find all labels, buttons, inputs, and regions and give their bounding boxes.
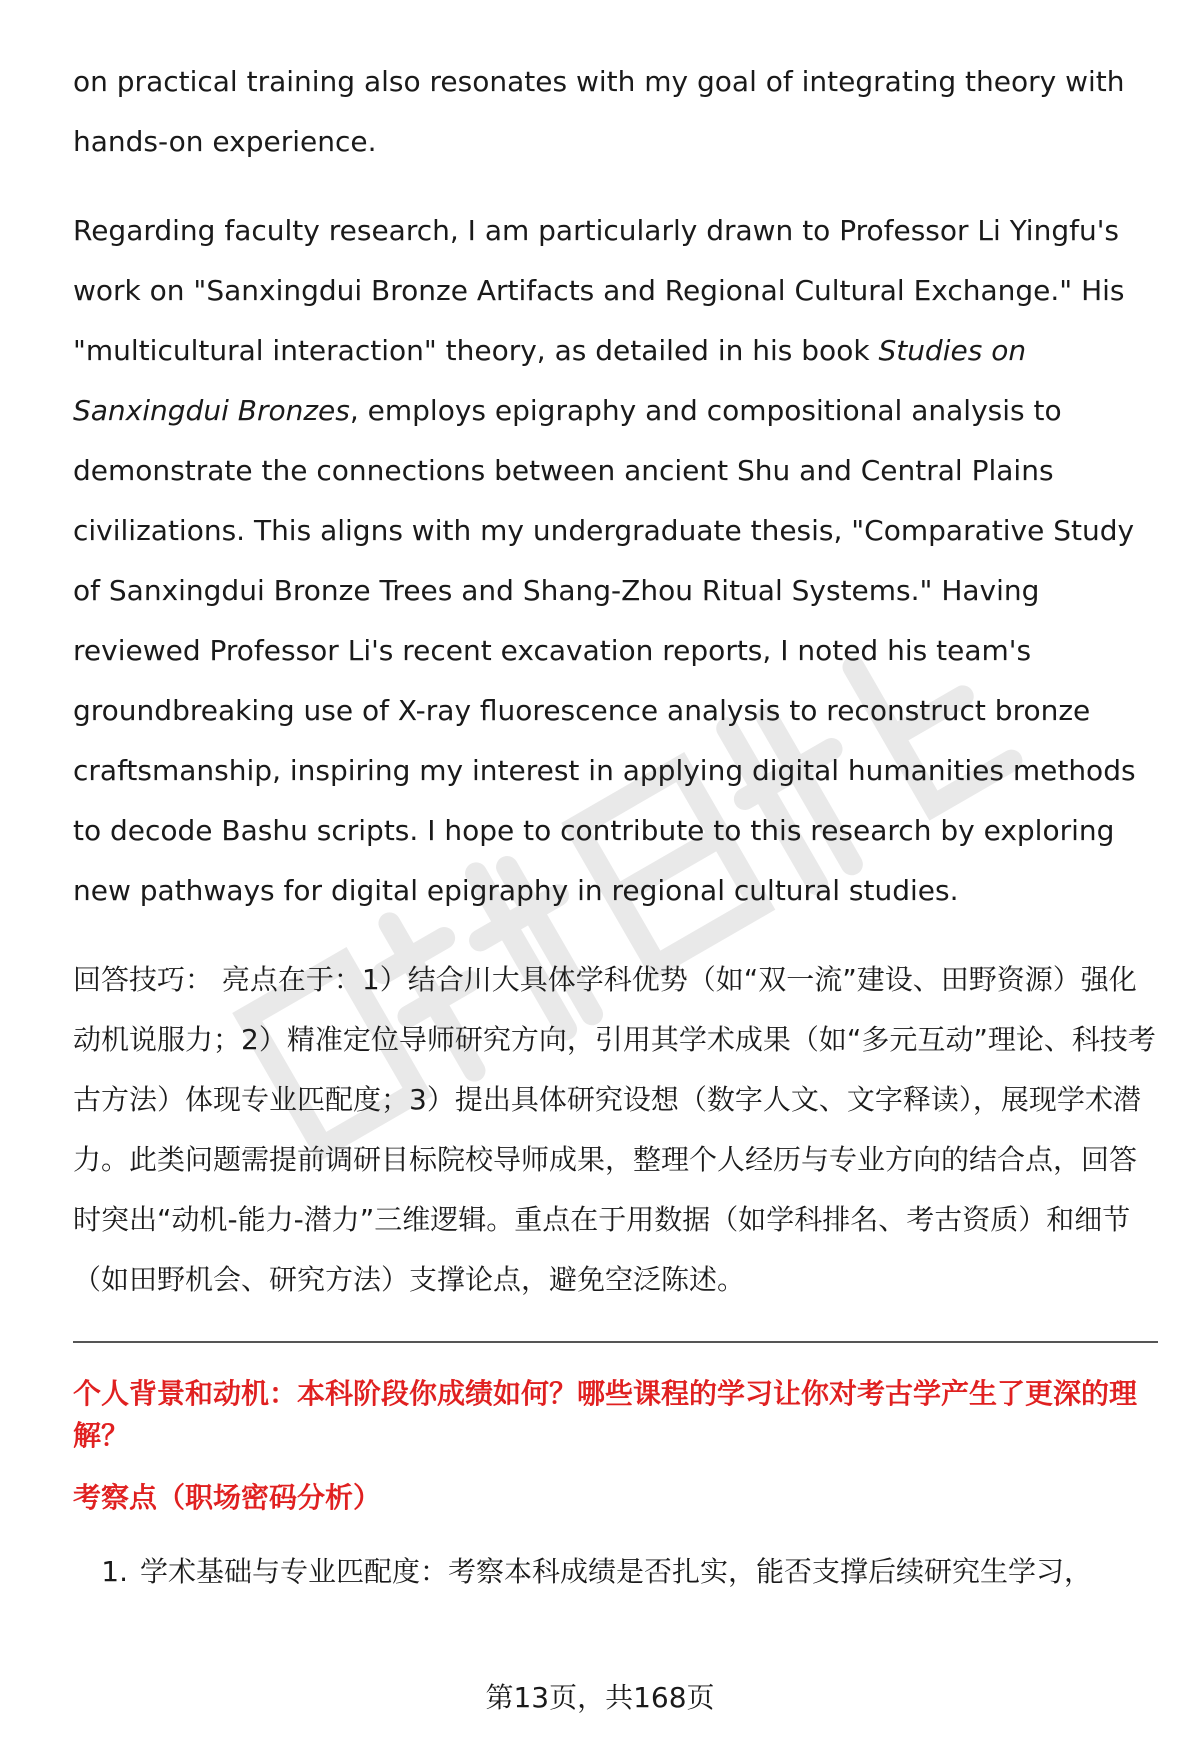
list-item-number: 1. [101,1555,128,1588]
paragraph-text: , employs epigraphy and compositional analysis to demonstrate the connections between ancient Shu and Central Plains civilizations. This aligns with my undergraduate thesis, "Comparative Study of Sanxingdui Bronze Trees and Shang-Zhou Ritual Systems." Having reviewed Professor Li's recent excavation reports, I noted his team's groundbreaking use of X-ray fluorescence analysis to reconstruct bronze craftsmanship, inspiring my interest in applying digital humanities methods to decode Bashu scripts. I hope to contribute to this research by exploring new pathways for digital epigraphy in regional cultural studies. [73,394,1136,907]
question-heading: 个人背景和动机：本科阶段你成绩如何？哪些课程的学习让你对考古学产生了更深的理解？ [73,1377,1138,1452]
book-title: Studies on Sanxingdui Bronzes [73,334,1027,427]
section-heading: 考察点（职场密码分析） [73,1481,382,1514]
page-footer: 第13页，共168页 [485,1681,715,1714]
body-paragraph-2 [73,201,1158,921]
list-item [73,1551,1158,1593]
page-content [73,52,1158,1593]
list-item-text: 学术基础与专业匹配度：考察本科成绩是否扎实，能否支撑后续研究生学习， [140,1555,1093,1588]
paragraph-text: Regarding faculty research, I am particularly drawn to Professor Li Yingfu's work on "Sanxingdui Bronze Artifacts and Regional Cultural Exchange." His "multicultural interaction" theory, as detailed in his book [73,214,1125,367]
body-paragraph-1: on practical training also resonates with my goal of integrating theory with hands-on experience. [73,65,1125,158]
assessment-list [73,1551,1158,1593]
answer-tip: 回答技巧： 亮点在于：1）结合川大具体学科优势（如“双一流”建设、田野资源）强化动机说服力；2）精准定位导师研究方向，引用其学术成果（如“多元互动”理论、科技考古方法）体现专业匹配度；3）提出具体研究设想（数字人文、文字释读），展现学术潜力。此类问题需提前调研目标院校导师成果，整理个人经历与专业方向的结合点，回答时突出“动机-能力-潜力”三维逻辑。重点在于用数据（如学科排名、考古资质）和细节（如田野机会、研究方法）支撑论点，避免空泛陈述。 [73,963,1156,1296]
divider [73,1341,1158,1343]
